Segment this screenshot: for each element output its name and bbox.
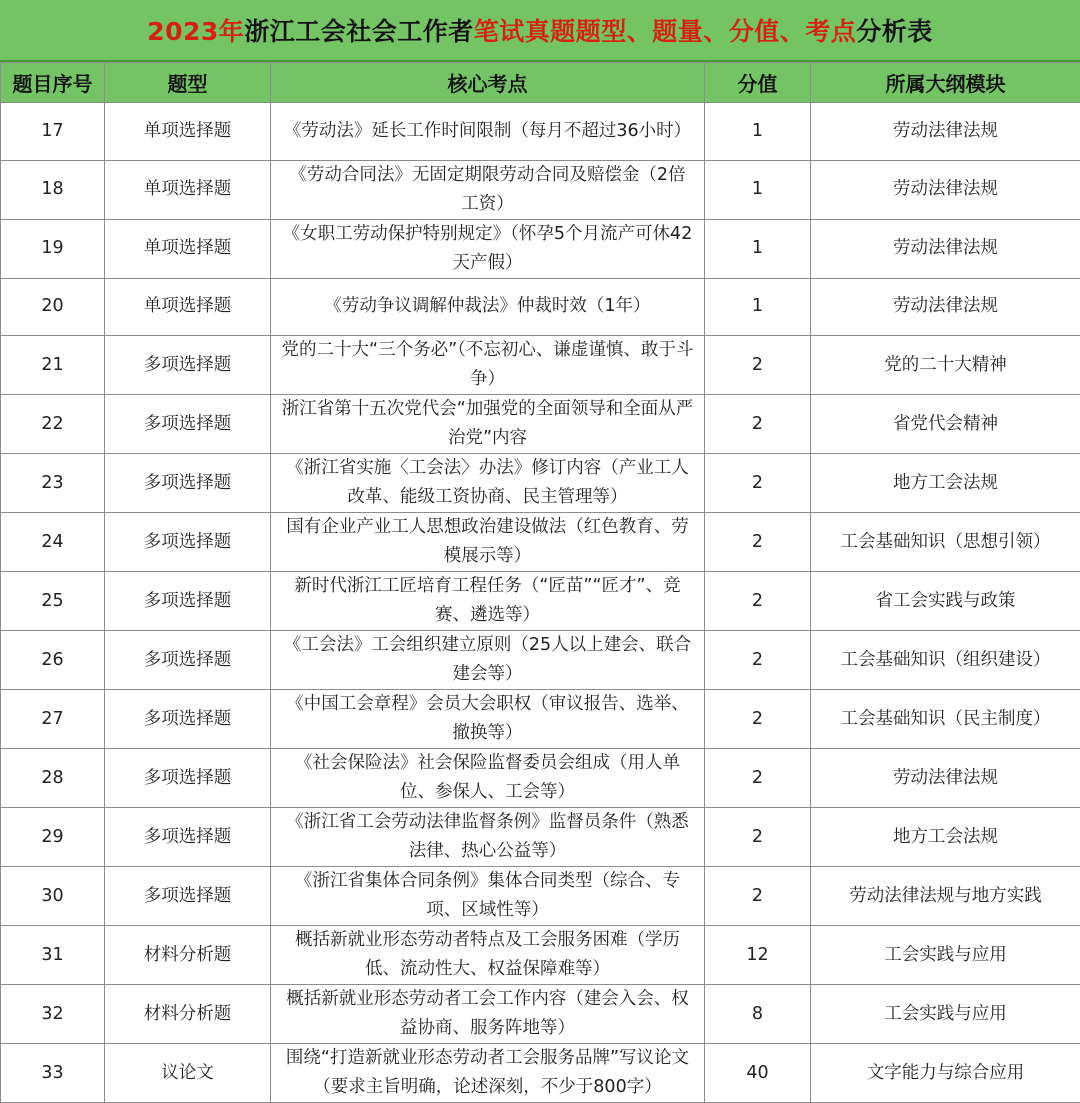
- cell-module: 省工会实践与政策: [811, 572, 1080, 631]
- cell-module: 劳动法律法规: [811, 278, 1080, 336]
- cell-score: 2: [705, 690, 811, 749]
- cell-number: 25: [1, 572, 105, 631]
- cell-core-point: 《中国工会章程》会员大会职权（审议报告、选举、撤换等）: [271, 690, 705, 749]
- cell-core-point: 《劳动法》延长工作时间限制（每月不超过36小时）: [271, 103, 705, 161]
- cell-number: 32: [1, 985, 105, 1044]
- cell-type: 单项选择题: [105, 219, 271, 278]
- table-row: [1, 1044, 1080, 1103]
- cell-module: 劳动法律法规: [811, 103, 1080, 161]
- cell-score: 2: [705, 572, 811, 631]
- table-row: [1, 867, 1080, 926]
- cell-module: 劳动法律法规: [811, 160, 1080, 219]
- cell-type: 多项选择题: [105, 867, 271, 926]
- cell-type: 多项选择题: [105, 454, 271, 513]
- cell-type: 多项选择题: [105, 572, 271, 631]
- cell-module: 地方工会法规: [811, 454, 1080, 513]
- table-row: [1, 572, 1080, 631]
- cell-core-point: 《浙江省集体合同条例》集体合同类型（综合、专项、区域性等）: [271, 867, 705, 926]
- cell-type: 多项选择题: [105, 631, 271, 690]
- header-score: 分值: [705, 63, 811, 103]
- cell-number: 21: [1, 336, 105, 395]
- cell-core-point: 《女职工劳动保护特别规定》（怀孕5个月流产可休42天产假）: [271, 219, 705, 278]
- cell-number: 31: [1, 926, 105, 985]
- table-row: [1, 395, 1080, 454]
- cell-score: 2: [705, 867, 811, 926]
- cell-core-point: 概括新就业形态劳动者工会工作内容（建会入会、权益协商、服务阵地等）: [271, 985, 705, 1044]
- cell-number: 28: [1, 749, 105, 808]
- cell-type: 单项选择题: [105, 278, 271, 336]
- table-row: [1, 336, 1080, 395]
- cell-module: 地方工会法规: [811, 808, 1080, 867]
- cell-core-point: 国有企业产业工人思想政治建设做法（红色教育、劳模展示等）: [271, 513, 705, 572]
- title-suffix: 分析表: [856, 17, 933, 46]
- cell-score: 2: [705, 808, 811, 867]
- table-row: [1, 926, 1080, 985]
- cell-module: 工会实践与应用: [811, 926, 1080, 985]
- cell-core-point: 《工会法》工会组织建立原则（25人以上建会、联合建会等）: [271, 631, 705, 690]
- title-bar: [0, 0, 1080, 62]
- cell-score: 2: [705, 336, 811, 395]
- cell-number: 20: [1, 278, 105, 336]
- cell-module: 工会实践与应用: [811, 985, 1080, 1044]
- cell-type: 多项选择题: [105, 690, 271, 749]
- table-row: [1, 631, 1080, 690]
- table-row: [1, 454, 1080, 513]
- cell-type: 多项选择题: [105, 808, 271, 867]
- title-highlight: 笔试真题题型、题量、分值、考点: [474, 17, 857, 46]
- cell-type: 议论文: [105, 1044, 271, 1103]
- cell-module: 文字能力与综合应用: [811, 1044, 1080, 1103]
- cell-score: 12: [705, 926, 811, 985]
- cell-module: 省党代会精神: [811, 395, 1080, 454]
- cell-number: 17: [1, 103, 105, 161]
- cell-number: 18: [1, 160, 105, 219]
- title-year: 2023年: [147, 17, 244, 46]
- header-module: 所属大纲模块: [811, 63, 1080, 103]
- analysis-table: [0, 62, 1080, 1103]
- cell-number: 33: [1, 1044, 105, 1103]
- cell-score: 1: [705, 160, 811, 219]
- table-header-row: [1, 63, 1080, 103]
- cell-score: 1: [705, 278, 811, 336]
- table-row: [1, 513, 1080, 572]
- cell-score: 2: [705, 631, 811, 690]
- title-subject: 浙江工会社会工作者: [244, 17, 474, 46]
- header-number: 题目序号: [1, 63, 105, 103]
- page-title: [147, 12, 933, 48]
- cell-module: 劳动法律法规与地方实践: [811, 867, 1080, 926]
- cell-type: 材料分析题: [105, 985, 271, 1044]
- table-row: [1, 103, 1080, 161]
- cell-core-point: 《劳动争议调解仲裁法》仲裁时效（1年）: [271, 278, 705, 336]
- cell-number: 23: [1, 454, 105, 513]
- cell-core-point: 《浙江省实施〈工会法〉办法》修订内容（产业工人改革、能级工资协商、民主管理等）: [271, 454, 705, 513]
- cell-score: 2: [705, 395, 811, 454]
- cell-type: 多项选择题: [105, 749, 271, 808]
- table-row: [1, 219, 1080, 278]
- table-row: [1, 808, 1080, 867]
- cell-core-point: 党的二十大“三个务必”（不忘初心、谦虚谨慎、敢于斗争）: [271, 336, 705, 395]
- cell-module: 劳动法律法规: [811, 749, 1080, 808]
- cell-type: 单项选择题: [105, 103, 271, 161]
- cell-score: 40: [705, 1044, 811, 1103]
- cell-type: 多项选择题: [105, 395, 271, 454]
- cell-score: 1: [705, 219, 811, 278]
- cell-core-point: 概括新就业形态劳动者特点及工会服务困难（学历低、流动性大、权益保障难等）: [271, 926, 705, 985]
- cell-number: 24: [1, 513, 105, 572]
- cell-number: 30: [1, 867, 105, 926]
- cell-module: 工会基础知识（思想引领）: [811, 513, 1080, 572]
- cell-number: 22: [1, 395, 105, 454]
- cell-score: 2: [705, 454, 811, 513]
- cell-core-point: 《劳动合同法》无固定期限劳动合同及赔偿金（2倍工资）: [271, 160, 705, 219]
- cell-type: 材料分析题: [105, 926, 271, 985]
- cell-number: 27: [1, 690, 105, 749]
- table-row: [1, 278, 1080, 336]
- cell-score: 2: [705, 749, 811, 808]
- header-core-point: 核心考点: [271, 63, 705, 103]
- cell-module: 劳动法律法规: [811, 219, 1080, 278]
- cell-core-point: 新时代浙江工匠培育工程任务（“匠苗”“匠才”、竞赛、遴选等）: [271, 572, 705, 631]
- cell-type: 多项选择题: [105, 336, 271, 395]
- cell-type: 单项选择题: [105, 160, 271, 219]
- cell-core-point: 浙江省第十五次党代会“加强党的全面领导和全面从严治党”内容: [271, 395, 705, 454]
- table-body: [1, 103, 1080, 1103]
- table-row: [1, 160, 1080, 219]
- cell-type: 多项选择题: [105, 513, 271, 572]
- cell-core-point: 围绕“打造新就业形态劳动者工会服务品牌”写议论文（要求主旨明确，论述深刻，不少于800字）: [271, 1044, 705, 1103]
- cell-number: 19: [1, 219, 105, 278]
- header-type: 题型: [105, 63, 271, 103]
- cell-module: 工会基础知识（组织建设）: [811, 631, 1080, 690]
- table-row: [1, 749, 1080, 808]
- cell-score: 2: [705, 513, 811, 572]
- cell-core-point: 《浙江省工会劳动法律监督条例》监督员条件（熟悉法律、热心公益等）: [271, 808, 705, 867]
- cell-module: 党的二十大精神: [811, 336, 1080, 395]
- cell-number: 29: [1, 808, 105, 867]
- cell-score: 8: [705, 985, 811, 1044]
- table-row: [1, 690, 1080, 749]
- cell-number: 26: [1, 631, 105, 690]
- table-row: [1, 985, 1080, 1044]
- cell-score: 1: [705, 103, 811, 161]
- cell-core-point: 《社会保险法》社会保险监督委员会组成（用人单位、参保人、工会等）: [271, 749, 705, 808]
- cell-module: 工会基础知识（民主制度）: [811, 690, 1080, 749]
